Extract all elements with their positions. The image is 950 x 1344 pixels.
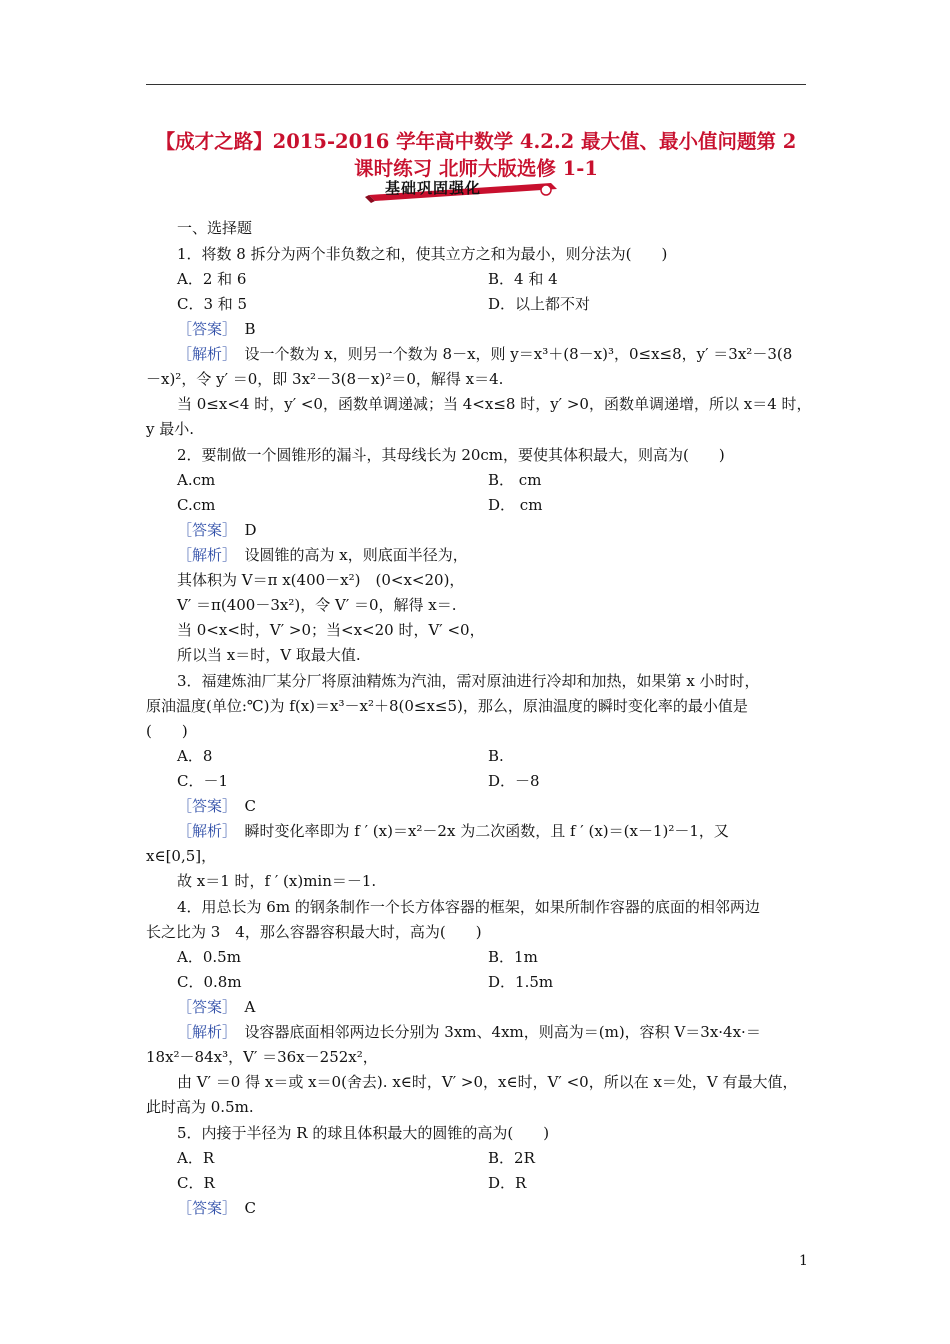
q3-option-d: D．－8	[488, 772, 540, 790]
q3-analysis-3: 故 x＝1 时，f ′ (x)min＝－1.	[177, 872, 377, 890]
q1-analysis-row	[177, 344, 792, 364]
q2-option-c: C.cm	[177, 496, 216, 514]
banner-text: 基础巩固强化	[385, 179, 482, 197]
q4-stem-1: 4．用总长为 6m 的钢条制作一个长方体容器的框架，如果所制作容器的底面的相邻两边	[177, 898, 760, 916]
q4-analysis-3: 由 V′ ＝0 得 x＝或 x＝0(舍去). x∈时，V′ >0，x∈时，V′ <0，所以在 x＝处，V 有最大值，	[177, 1073, 798, 1091]
answer-tag: ［答案］	[177, 320, 230, 338]
q3-stem-3: ( )	[146, 722, 188, 740]
answer-tag: ［答案］	[177, 797, 230, 815]
q4-answer: A	[244, 998, 256, 1016]
title-line-2: 课时练习 北师大版选修 1-1	[354, 157, 598, 180]
q4-option-c: C．0.8m	[177, 973, 242, 991]
q2-stem: 2．要制做一个圆锥形的漏斗，其母线长为 20cm，要使其体积最大，则高为( )	[177, 446, 725, 464]
q5-option-d: D．R	[488, 1174, 527, 1192]
q2-analysis-1: 设圆锥的高为 x，则底面半径为，	[244, 546, 468, 564]
q4-analysis-2: 18x²－84x³，V′ ＝36x－252x²，	[146, 1048, 378, 1066]
q5-option-b: B．2R	[488, 1149, 535, 1167]
q4-stem-2: 长之比为 3 4，那么容器容积最大时，高为( )	[146, 923, 482, 941]
q3-option-c: C．－1	[177, 772, 229, 790]
q4-option-b: B．1m	[488, 948, 538, 966]
q3-stem-2: 原油温度(单位:℃)为 f(x)＝x³－x²＋8(0≤x≤5)，那么，原油温度的瞬时变化率的最小值是	[146, 697, 748, 715]
q1-analysis-3: 当 0≤x<4 时，y′ <0，函数单调递减；当 4<x≤8 时，y′ >0，函数单调递增，所以 x＝4 时，	[177, 395, 812, 413]
q3-option-b: B.	[488, 747, 504, 765]
q2-answer-row	[177, 520, 257, 540]
q5-answer: C	[244, 1199, 257, 1217]
q2-analysis-row	[177, 545, 468, 565]
q1-stem: 1．将数 8 拆分为两个非负数之和，使其立方之和为最小，则分法为( )	[177, 245, 668, 263]
q1-analysis-2: －x)²，令 y′ ＝0，即 3x²－3(8－x)²＝0，解得 x＝4.	[146, 370, 504, 388]
title-line-1: 【成才之路】2015-2016 学年高中数学 4.2.2 最大值、最小值问题第 2	[155, 130, 797, 153]
analysis-tag: ［解析］	[177, 546, 230, 564]
answer-tag: ［答案］	[177, 1199, 230, 1217]
q4-option-d: D．1.5m	[488, 973, 554, 991]
section-heading: 一、选择题	[177, 219, 253, 237]
q5-stem: 5．内接于半径为 R 的球且体积最大的圆锥的高为( )	[177, 1124, 550, 1142]
q1-analysis-4: y 最小.	[146, 420, 195, 438]
q2-analysis-3: V′ ＝π(400－3x²)，令 V′ ＝0，解得 x＝.	[177, 596, 457, 614]
page-title	[140, 128, 812, 182]
q1-option-a: A．2 和 6	[177, 270, 247, 288]
q3-answer-row	[177, 796, 256, 816]
q2-analysis-2: 其体积为 V＝π x(400－x²) (0<x<20)，	[177, 571, 465, 589]
q3-stem-1: 3．福建炼油厂某分厂将原油精炼为汽油，需对原油进行冷却和加热，如果第 x 小时时，	[177, 672, 760, 690]
answer-tag: ［答案］	[177, 521, 230, 539]
q2-answer: D	[244, 521, 257, 539]
q1-analysis-1: 设一个数为 x，则另一个数为 8－x，则 y＝x³＋(8－x)³，0≤x≤8，y′ ＝3x²－3(8	[244, 345, 793, 363]
q4-option-a: A．0.5m	[177, 948, 241, 966]
q3-option-a: A．8	[177, 747, 213, 765]
q3-answer: C	[244, 797, 257, 815]
q5-answer-row	[177, 1198, 256, 1218]
q2-analysis-4: 当 0<x<时，V′ >0；当<x<20 时，V′ <0，	[177, 621, 485, 639]
q5-option-c: C．R	[177, 1174, 215, 1192]
header-rule	[146, 84, 806, 85]
q5-option-a: A．R	[177, 1149, 215, 1167]
q2-option-d: D． cm	[488, 496, 543, 514]
q2-option-b: B． cm	[488, 471, 542, 489]
page-number: 1	[799, 1253, 808, 1269]
analysis-tag: ［解析］	[177, 345, 230, 363]
q2-option-a: A.cm	[177, 471, 216, 489]
q4-analysis-1: 设容器底面相邻两边长分别为 3xm、4xm，则高为＝(m)，容积 V＝3x·4x·＝	[244, 1023, 761, 1041]
analysis-tag: ［解析］	[177, 1023, 230, 1041]
analysis-tag: ［解析］	[177, 822, 230, 840]
q3-analysis-row	[177, 821, 729, 841]
answer-tag: ［答案］	[177, 998, 230, 1016]
q4-analysis-4: 此时高为 0.5m.	[146, 1098, 254, 1116]
q1-option-d: D．以上都不对	[488, 295, 591, 313]
q3-analysis-1: 瞬时变化率即为 f ′ (x)＝x²－2x 为二次函数，且 f ′ (x)＝(x－1)²－1，又	[244, 822, 729, 840]
q2-analysis-5: 所以当 x＝时，V 取最大值.	[177, 646, 361, 664]
q1-answer: B	[244, 320, 256, 338]
q4-answer-row	[177, 997, 255, 1017]
q1-option-b: B．4 和 4	[488, 270, 558, 288]
section-banner	[355, 175, 563, 205]
q4-analysis-row	[177, 1022, 761, 1042]
q1-answer-row	[177, 319, 256, 339]
q1-option-c: C．3 和 5	[177, 295, 248, 313]
q3-analysis-2: x∈[0,5]，	[146, 847, 217, 865]
